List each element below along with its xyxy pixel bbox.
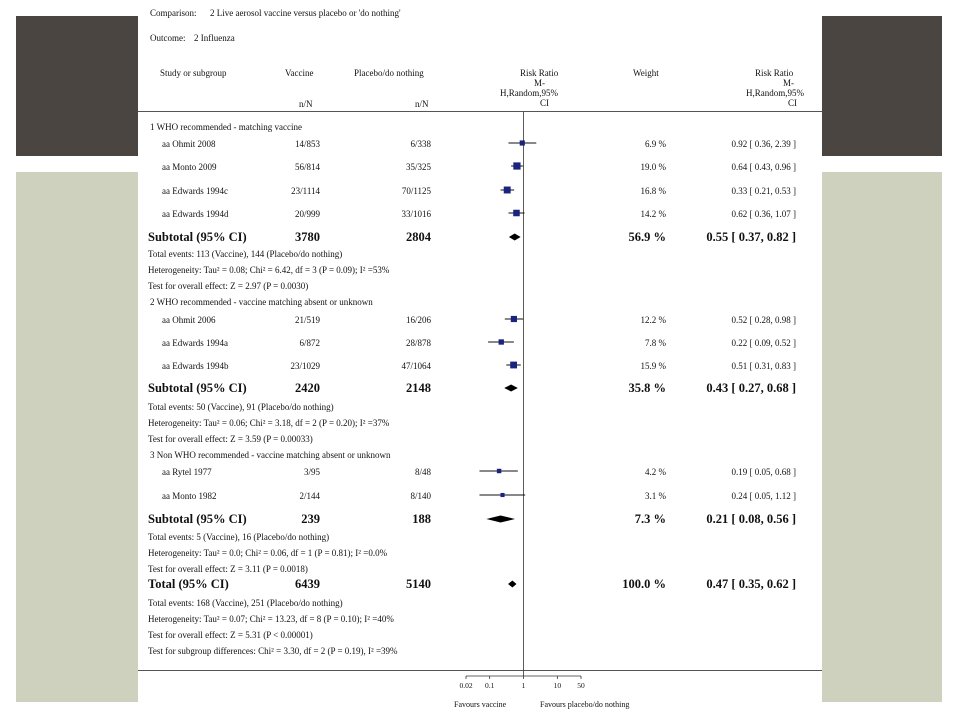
study-placebo: 6/338 (410, 139, 431, 149)
study-marker (511, 316, 517, 322)
study-marker (510, 362, 517, 369)
study-rr: 0.33 [ 0.21, 0.53 ] (731, 186, 796, 196)
study-weight: 7.8 % (645, 338, 666, 348)
study-name: aa Rytel 1977 (162, 467, 212, 477)
study-placebo: 35/325 (405, 162, 431, 172)
subtotal-diamond (486, 516, 515, 523)
subtotal-vaccine: 2420 (295, 381, 320, 395)
note-overall-effect: Test for overall effect: Z = 3.11 (P = 0.0018) (148, 564, 308, 574)
subtotal-rr: 0.55 [ 0.37, 0.82 ] (706, 230, 796, 244)
subtotal-rr: 0.43 [ 0.27, 0.68 ] (706, 381, 796, 395)
subtotal-placebo: 2804 (406, 230, 431, 244)
header-rr-3: H,Random,95% (746, 88, 804, 98)
subtotal-label: Subtotal (95% CI) (148, 381, 247, 395)
study-marker (500, 493, 504, 497)
note-heterogeneity: Heterogeneity: Tau² = 0.06; Chi² = 3.18, df = 2 (P = 0.20); I² =37% (148, 418, 390, 428)
note-total-events: Total events: 5 (Vaccine), 16 (Placebo/do nothing) (148, 532, 330, 542)
study-vaccine: 20/999 (294, 209, 320, 219)
study-placebo: 70/1125 (401, 186, 431, 196)
forest-plot (138, 0, 822, 720)
study-weight: 15.9 % (640, 361, 666, 371)
subtotal-placebo: 188 (412, 512, 431, 526)
note-heterogeneity: Heterogeneity: Tau² = 0.0; Chi² = 0.06, df = 1 (P = 0.81); I² =0.0% (148, 548, 388, 558)
study-rr: 0.92 [ 0.36, 2.39 ] (731, 139, 796, 149)
outcome-value: 2 Influenza (194, 33, 235, 43)
study-vaccine: 14/853 (294, 139, 320, 149)
study-marker (513, 162, 520, 169)
header-placebo: Placebo/do nothing (354, 68, 424, 78)
note-overall-effect: Test for overall effect: Z = 2.97 (P = 0.0030) (148, 281, 309, 291)
study-placebo: 16/206 (405, 315, 431, 325)
group-title: 1 WHO recommended - matching vaccine (150, 122, 303, 132)
x-tick-label: 10 (553, 681, 562, 690)
study-rr: 0.51 [ 0.31, 0.83 ] (731, 361, 796, 371)
x-tick-label: 50 (577, 681, 585, 690)
favours-vaccine-label: Favours vaccine (454, 700, 507, 709)
comparison-value: 2 Live aerosol vaccine versus placebo or 'do nothing' (210, 8, 401, 18)
study-placebo: 8/140 (410, 491, 431, 501)
study-placebo: 47/1064 (401, 361, 431, 371)
study-vaccine: 23/1029 (290, 361, 320, 371)
study-rr: 0.19 [ 0.05, 0.68 ] (731, 467, 796, 477)
subtotal-weight: 35.8 % (628, 381, 666, 395)
header-rr-plot-3: H,Random,95% (500, 88, 558, 98)
header-placebo-sub: n/N (415, 99, 429, 109)
study-name: aa Ohmit 2008 (162, 139, 216, 149)
note-heterogeneity: Heterogeneity: Tau² = 0.08; Chi² = 6.42, df = 3 (P = 0.09); I² =53% (148, 265, 390, 275)
study-name: aa Edwards 1994c (162, 186, 228, 196)
study-placebo: 28/878 (405, 338, 431, 348)
header-rr-plot-1: Risk Ratio (520, 68, 559, 78)
header-rr-2: M- (783, 78, 794, 88)
header-rr-4: CI (788, 98, 797, 108)
study-name: aa Monto 1982 (162, 491, 217, 501)
study-rr: 0.52 [ 0.28, 0.98 ] (731, 315, 796, 325)
note-total-events: Total events: 168 (Vaccine), 251 (Placebo/do nothing) (148, 598, 343, 608)
x-tick-label: 0.02 (459, 681, 473, 690)
study-marker (499, 339, 504, 344)
subtotal-vaccine: 239 (301, 512, 320, 526)
study-vaccine: 6/872 (299, 338, 320, 348)
subtotal-diamond (504, 385, 518, 392)
study-weight: 19.0 % (640, 162, 666, 172)
outcome-label: Outcome: (150, 33, 186, 43)
study-vaccine: 3/95 (303, 467, 320, 477)
total-label: Total (95% CI) (148, 577, 229, 591)
group-title: 3 Non WHO recommended - vaccine matching absent or unknown (150, 450, 391, 460)
study-marker (513, 210, 520, 217)
decor-dark-block-right (822, 16, 942, 156)
x-tick-label: 0.1 (484, 681, 495, 690)
note-subgroup-differences: Test for subgroup differences: Chi² = 3.30, df = 2 (P = 0.19), I² =39% (148, 646, 398, 656)
study-name: aa Edwards 1994d (162, 209, 229, 219)
decor-sage-block-left (16, 172, 138, 702)
note-overall-effect: Test for overall effect: Z = 5.31 (P < 0.00001) (148, 630, 313, 640)
decor-sage-block-right (822, 172, 942, 702)
subtotal-rr: 0.21 [ 0.08, 0.56 ] (706, 512, 796, 526)
subtotal-vaccine: 3780 (295, 230, 320, 244)
header-rr-plot-4: CI (540, 98, 549, 108)
header-rr-plot-2: M- (534, 78, 545, 88)
study-weight: 6.9 % (645, 139, 666, 149)
total-vaccine: 6439 (295, 577, 320, 591)
note-total-events: Total events: 50 (Vaccine), 91 (Placebo/do nothing) (148, 402, 334, 412)
study-rr: 0.64 [ 0.43, 0.96 ] (731, 162, 796, 172)
subtotal-label: Subtotal (95% CI) (148, 512, 247, 526)
subtotal-weight: 7.3 % (634, 512, 666, 526)
study-vaccine: 23/1114 (291, 186, 320, 196)
subtotal-label: Subtotal (95% CI) (148, 230, 247, 244)
header-study: Study or subgroup (160, 68, 227, 78)
total-weight: 100.0 % (622, 577, 666, 591)
header-vaccine: Vaccine (285, 68, 314, 78)
note-heterogeneity: Heterogeneity: Tau² = 0.07; Chi² = 13.23, df = 8 (P = 0.10); I² =40% (148, 614, 394, 624)
study-placebo: 8/48 (414, 467, 431, 477)
subtotal-weight: 56.9 % (628, 230, 666, 244)
comparison-label: Comparison: (150, 8, 197, 18)
study-weight: 12.2 % (640, 315, 666, 325)
study-rr: 0.24 [ 0.05, 1.12 ] (731, 491, 796, 501)
study-weight: 16.8 % (640, 186, 666, 196)
note-overall-effect: Test for overall effect: Z = 3.59 (P = 0.00033) (148, 434, 313, 444)
total-placebo: 5140 (406, 577, 431, 591)
study-vaccine: 21/519 (294, 315, 320, 325)
note-total-events: Total events: 113 (Vaccine), 144 (Placebo/do nothing) (148, 249, 343, 259)
group-title: 2 WHO recommended - vaccine matching absent or unknown (150, 297, 373, 307)
study-vaccine: 56/814 (294, 162, 320, 172)
study-name: aa Edwards 1994b (162, 361, 229, 371)
header-rr-1: Risk Ratio (755, 68, 794, 78)
study-marker (497, 469, 501, 473)
study-marker (520, 140, 525, 145)
subtotal-diamond (509, 234, 521, 241)
study-weight: 3.1 % (645, 491, 666, 501)
subtotal-placebo: 2148 (406, 381, 431, 395)
study-weight: 4.2 % (645, 467, 666, 477)
study-rr: 0.62 [ 0.36, 1.07 ] (731, 209, 796, 219)
header-weight: Weight (633, 68, 659, 78)
study-name: aa Edwards 1994a (162, 338, 228, 348)
total-diamond (508, 581, 516, 588)
decor-dark-block-left (16, 16, 138, 156)
study-name: aa Monto 2009 (162, 162, 217, 172)
study-placebo: 33/1016 (401, 209, 431, 219)
study-rr: 0.22 [ 0.09, 0.52 ] (731, 338, 796, 348)
header-vaccine-sub: n/N (299, 99, 313, 109)
study-weight: 14.2 % (640, 209, 666, 219)
study-name: aa Ohmit 2006 (162, 315, 216, 325)
favours-placebo-label: Favours placebo/do nothing (540, 700, 630, 709)
forest-plot-panel (138, 0, 822, 720)
study-vaccine: 2/144 (299, 491, 320, 501)
total-rr: 0.47 [ 0.35, 0.62 ] (706, 577, 796, 591)
study-marker (504, 187, 511, 194)
x-tick-label: 1 (521, 681, 526, 690)
